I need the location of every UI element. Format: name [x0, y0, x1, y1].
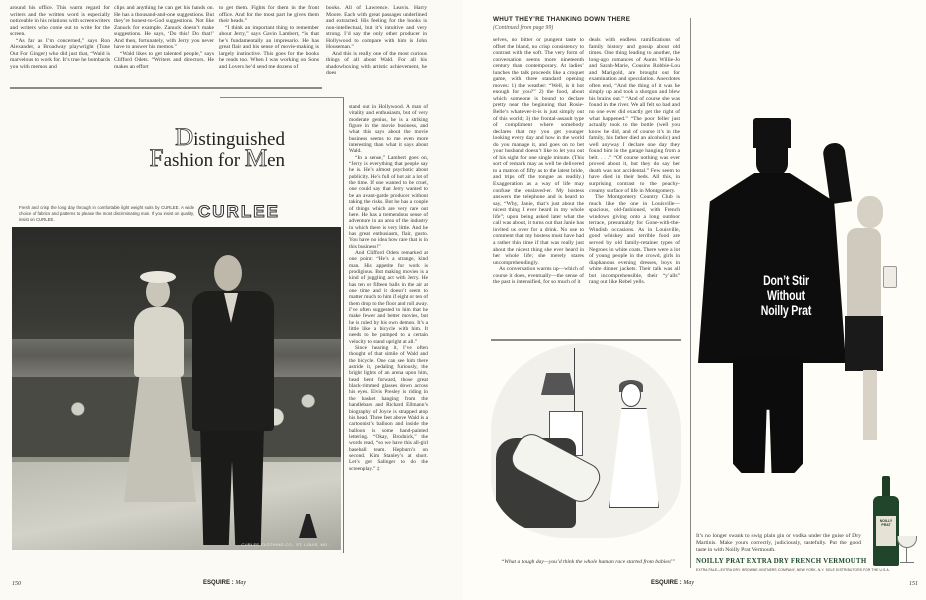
- paragraph: around his office. This warm regard for writers and the written word is especially noticeable in his relations with screenwriters and writers who come out to write for the screen.: [10, 5, 110, 38]
- curlee-couple-photo: [12, 227, 341, 550]
- standing-woman: [609, 383, 659, 523]
- clear-handbag: [883, 266, 897, 288]
- section-divider: [491, 339, 681, 341]
- ad-border: [343, 98, 344, 553]
- paragraph: The Montgomery Country Club is much like the one in Louisville—spacious, old-fashioned, with French windows giving onto a long outdoor terrace, presumably for Gone-with-the-Windish occasions. As in Louisville, good whiskey and terrible food are served by old family-retainer types of Negroes in white coats. There were a lot of young people in the crowd, girls in diaphanous evening dresses, boys in white dinner jackets. Their talk was all but incomprehensible, their “y’alls” rang out like Rebel yells.: [589, 194, 680, 286]
- paragraph: And Clifford Odets remarked at one point: “He’s a strange, kind man. His appetite for work is prodigious. But making movies is a kind of juggling act with Jerry. He has ten or fifteen balls in the air at one time and it doesn’t seem to matter much to him if eight or ten of them drop to the floor and roll away. I’ve often suggested to him that he make fewer and better movies, but he is ruled by his own demon. It’s a little like a bicycle with him. It needs to be pumped to a certain velocity to stand upright at all.”: [349, 249, 428, 345]
- glass-foot: [900, 562, 914, 563]
- trousers: [200, 425, 264, 545]
- issue-month: May: [683, 580, 695, 586]
- man-figure: [192, 255, 274, 545]
- dress-skirt: [124, 372, 196, 502]
- ad-body-copy: It’s no longer swank to swig plain gin or vodka under the guise of Dry Martinis. Make yours correctly, judiciously, tastefully. Put the good taste in with Noilly Prat Vermouth.: [696, 533, 861, 553]
- paragraph: “As far as I’m concerned,” says Ron Alexander, a Broadway playwright (Tune Out For Ginger) who did just that, “Wald is marvelous to work for. It’s true he bombards you with memos and: [10, 37, 110, 70]
- headline-text: en: [267, 150, 285, 171]
- noilly-prat-ad: [690, 18, 926, 578]
- paragraph: stand out in Hollywood. A man of vitality and enthusiasm, but of very moderate genius, he is a striking figure in the movie business, and what this says about the movie business seems to me even more interesting than what it says about Wald.: [349, 104, 428, 155]
- magazine-name: ESQUIRE: [203, 580, 231, 586]
- woman-dress: [609, 408, 659, 508]
- paragraph: deals with endless ramifications of family history and gossip about old times. One thing leading to another, the long-ago romances of Aunts Willie-Jo and Sarah-Marie, Cousins Robbie-Lou and Marigold, are brought out for examination and speculation. Anecdotes often end, “And the thing of it was he simply up and took a shotgun and blew his brains out.” “And of course she was found in the river. We all felt so bad and no one ever did exactly get the right of what happened.” “The poor feller just actually took to the bottle (well you know he did, and of course it’s in the family, his father died an alcoholic) and well anyway I declare one day they found him in the garage hanging from a belt. . . .” “Of course nothing was ever proved about it, but they do say her death was not accidental.” Few seem to have died in their beds. All this, in surprising contrast to the peachy-creamy surface of life in Montgomery.: [589, 37, 680, 194]
- cartoon-illustration: [491, 343, 681, 538]
- woman-leg: [863, 370, 877, 440]
- paragraph: selves, no bitter or pungent taste to offset the bland, no crisp consistency to contrast with the soft. The very form of conversation seems more nineteenth century than contemporary. At ladies’ lunches the talk proceeds like a croquet game, with three standard opening moves: 1) the weather: “Well, is it hot enough for you?” 2) the food, about which someone is bound to declare pretty near the beginning that Rosie-Belle’s whatever-it-is is just simply out of this world; 3) the frontal-assault type of compliment where somebody declares that my you get younger looking every day and how in the world do you manage it, and goes on to bet your husband doesn’t like to let you out of his sight for one single minute. (This sort of remark may as well be delivered to a matron of fifty as to the latest bride, and trips off the tongue as readily.) Exaggeration as a way of life may confuse the enslaved-er. My hostess answers the telephone and is heard to say, “Why, Janie, that’s just about the nicest thing I ever heard in my whole life”; upon being asked later what the call was about, it turns out that Janie has invited us over for a drink. No use to comment that my hostess must have had a rather thin time if that was really just about the nicest thing she ever heard in her whole life; she merely stares uncomprehendingly.: [493, 37, 584, 266]
- paragraph: As conversation warms up—which of course it does, eventually—the sense of the past is intensified, for so much of it: [493, 266, 584, 286]
- paragraph: “In a sense,” Lambert goes on, “Jerry is everything that people say he is. He’s almost psychotic about publicity. He’s full of hot air a lot of the time. If one wanted to be cruel, one could say that Jerry wanted to be an avant-garde producer without taking the risks. But he has a couple of things which are very rare out here. He has a tremendous sense of adventure in an area of the industry in which there is very little. And he has great enthusiasm, flair, gusto. You have no idea how rare that is in this business!”: [349, 154, 428, 250]
- paragraph: Since hearing it, I’ve often thought of that simile of Wald and the bicycle. One can see him there astride it, pedaling furiously, the bright lights of an arena upon him, head bent forward, those great black-rimmed glasses down across his eyes. Elvis Presley is riding in the basket hanging from the handlebars and Richard Ellmann’s biography of Joyce is strapped atop his head. Three feet above Wald is a cartoonist’s balloon and inside the balloon is some hand-painted lettering. “Okay, Brodnick,” the words read, “so we have this all-girl baseball team. Hepburn’s on second. Kim Stanley’s at short. Let’s get Salinger to do the screenplay.” ‡: [349, 345, 428, 472]
- article-column-4-narrow: [349, 104, 428, 472]
- dress-bodice: [134, 307, 184, 377]
- woman-torso: [847, 228, 881, 318]
- paragraph: “I think an important thing to remember about Jerry,” says Gavin Lambert, “is that he’s fundamentally an impresario. He has great flair and his sense of movie-making is largely instinctive. This goes for the books he reads too. When I was working on Sons and Lovers he’d send me dozens of: [219, 24, 319, 70]
- magazine-footer-left: ESQUIRE : May: [203, 580, 247, 586]
- lamp-icon: [541, 373, 575, 395]
- doorman-legs: [733, 358, 803, 473]
- distributor-fine-print: EXTRA PALE—EXTRA DRY. BROWNE-VINTNERS COMPANY, NEW YORK, N.Y. SOLE DISTRIBUTORS FOR THE U.S.A.: [696, 568, 890, 572]
- woman-face: [857, 196, 883, 228]
- slogan-line: Noilly Prat: [760, 303, 812, 318]
- woman-head: [621, 383, 641, 407]
- woman-figure: [124, 277, 194, 527]
- doorman-head: [756, 146, 788, 176]
- page-number-right: 151: [909, 581, 918, 587]
- drop-cap: D: [175, 124, 194, 151]
- product-line: NOILLY PRAT EXTRA DRY FRENCH VERMOUTH: [696, 558, 867, 565]
- continued-note: (Continued from page 99): [493, 25, 554, 31]
- article-column-3: [219, 5, 319, 70]
- article-column-4-top: [326, 5, 427, 77]
- ad-top-border: [220, 97, 344, 98]
- section-divider: [10, 87, 322, 89]
- drop-cap: F: [149, 145, 164, 172]
- glass-stem: [906, 548, 907, 562]
- glass-bowl: [897, 536, 917, 548]
- label-text: NOILLY PRAT: [879, 519, 893, 527]
- vermouth-bottle: [873, 476, 899, 566]
- magazine-name: ESQUIRE: [651, 580, 679, 586]
- article-column-1: [493, 37, 584, 286]
- flower-hat: [140, 271, 176, 283]
- issue-month: May: [235, 580, 247, 586]
- slogan-line: Without: [766, 288, 806, 303]
- headline-text: ashion for: [163, 150, 245, 171]
- ad-border: [690, 18, 691, 568]
- drop-cap: M: [244, 145, 268, 172]
- woman-peeking: [835, 188, 905, 458]
- article-column-2: [114, 5, 214, 70]
- right-page: [463, 0, 926, 600]
- bottle-label: [876, 516, 896, 546]
- martini-glass-icon: [897, 536, 917, 566]
- article-title: WHUT THEY’RE THANKING DOWN THERE: [493, 16, 631, 23]
- kepi-hat: [753, 118, 791, 148]
- man-head: [214, 255, 242, 291]
- magazine-footer-right: ESQUIRE : May: [651, 580, 695, 586]
- woman-skirt: [845, 316, 883, 371]
- paragraph: And this is really one of the most curious things of all about Wald. For all his shadowboxing with artistic achievement, he does: [326, 50, 427, 77]
- paragraph: “Wald likes to get talented people,” says Clifford Odets. “Writers and directors. He makes an effort: [114, 50, 214, 70]
- paragraph: to get them. Fights for them in the front office. And for the most part he gives them their heads.”: [219, 5, 319, 25]
- curlee-headline: [135, 124, 285, 172]
- page-number-left: 150: [12, 581, 21, 587]
- photo-credit: CURLEE CLOTHING CO., ST. LOUIS, MO.: [241, 542, 329, 547]
- ad-slogan: [749, 273, 824, 318]
- headline-text: istinguished: [193, 129, 285, 150]
- slogan-line: Don’t Stir: [763, 273, 809, 288]
- doorman-silhouette: [698, 118, 846, 478]
- article-column-1: [10, 5, 110, 70]
- cartoon-caption: “What a tough day—you’d think the whole human race started from babies!”: [501, 559, 675, 565]
- paragraph: clips and anything he can get his hands on. He has a thousand-and-one suggestions. But they’re honest-to-God suggestions. Not like Zanuck for example. Zanuck doesn’t make suggestions. He says, ‘Do this! Do that!’ And then, fortunately, with Jerry you never have to answer his memos.”: [114, 5, 214, 51]
- article-column-2: [589, 37, 680, 286]
- curlee-logo: CURLEE: [198, 202, 280, 221]
- cape: [698, 173, 846, 363]
- bottle-neck: [882, 476, 890, 498]
- paragraph: books. All of Lawrence. Leavis. Harry Moore. Each with great passages underlined and extracted. His feeling for the books is non-intellectual, but it’s intuitive and very strong. I’d say the only other producer in Hollywood to compare with him is John Houseman.”: [326, 5, 427, 51]
- curlee-ad-copy: Fresh and crisp the long day through in comfortable light weight suits by CURLEE. A wide choice of fabrics and patterns to please the most discriminating man. If you insist on quality, insist on CURLEE.: [19, 205, 194, 222]
